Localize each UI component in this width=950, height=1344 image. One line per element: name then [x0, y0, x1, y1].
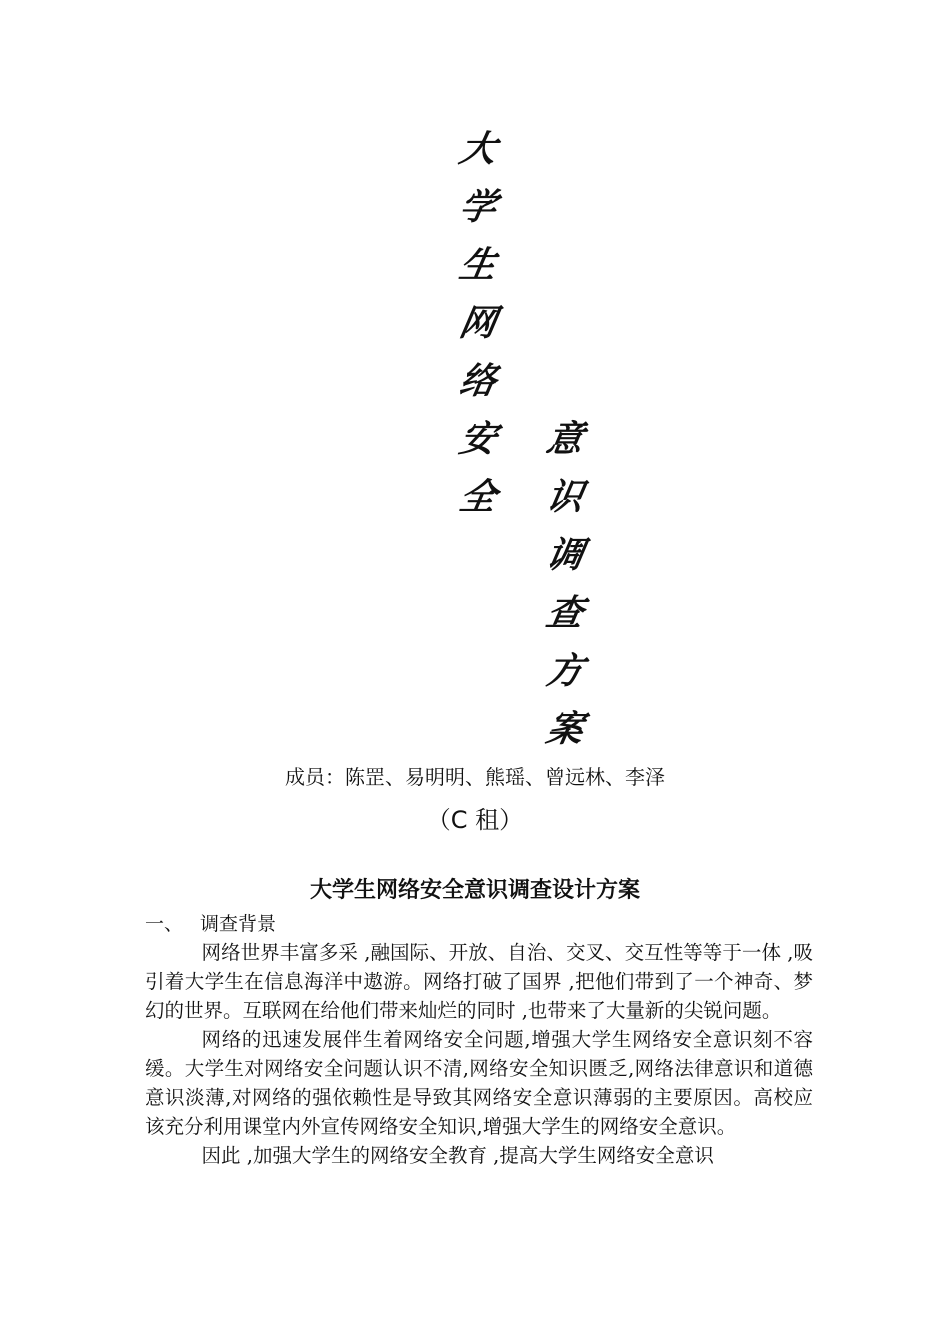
title-char: 络 — [456, 360, 500, 402]
title-char: 案 — [543, 708, 587, 750]
section-number: 一、 — [145, 913, 184, 935]
title-char: 意 — [543, 418, 587, 460]
section-heading — [145, 910, 276, 938]
title-char: 安 — [456, 418, 500, 460]
paragraph: 因此 ,加强大学生的网络安全教育 ,提高大学生网络安全意识 — [201, 1144, 714, 1167]
title-char: 学 — [456, 186, 500, 228]
section-body — [145, 938, 813, 1170]
document-title: 大学生网络安全意识调查设计方案 — [309, 878, 640, 903]
title-char: 方 — [543, 650, 587, 692]
title-char: 全 — [456, 476, 500, 518]
members-line: 成员：陈罡、易明明、熊瑶、曾远林、李泽 — [285, 765, 665, 789]
vertical-title-column-1 — [458, 120, 498, 526]
group-label: （C 租） — [426, 806, 524, 834]
title-char: 查 — [543, 592, 587, 634]
paragraph: 网络的迅速发展伴生着网络安全问题,增强大学生网络安全意识刻不容缓。大学生对网络安全问题认识不清,网络安全知识匮乏,网络法律意识和道德意识淡薄,对网络的强依赖性是导致其网络安全意识薄弱的主要原因。高校应该充分利用课堂内外宣传网络安全知识,增强大学生的网络安全意识。 — [145, 1028, 813, 1138]
title-char: 大 — [456, 128, 500, 170]
title-char: 生 — [456, 244, 500, 286]
vertical-title-column-2 — [545, 410, 585, 758]
paragraph: 网络世界丰富多采 ,融国际、开放、自治、交叉、交互性等等于一体 ,吸引着大学生在信息海洋中遨游。网络打破了国界 ,把他们带到了一个神奇、梦幻的世界。互联网在给他们带来灿烂的同时 ,也带来了大量新的尖锐问题。 — [145, 941, 813, 1022]
title-char: 调 — [543, 534, 587, 576]
section-heading-text: 调查背景 — [200, 913, 277, 935]
title-char: 网 — [456, 302, 500, 344]
title-char: 识 — [543, 476, 587, 518]
